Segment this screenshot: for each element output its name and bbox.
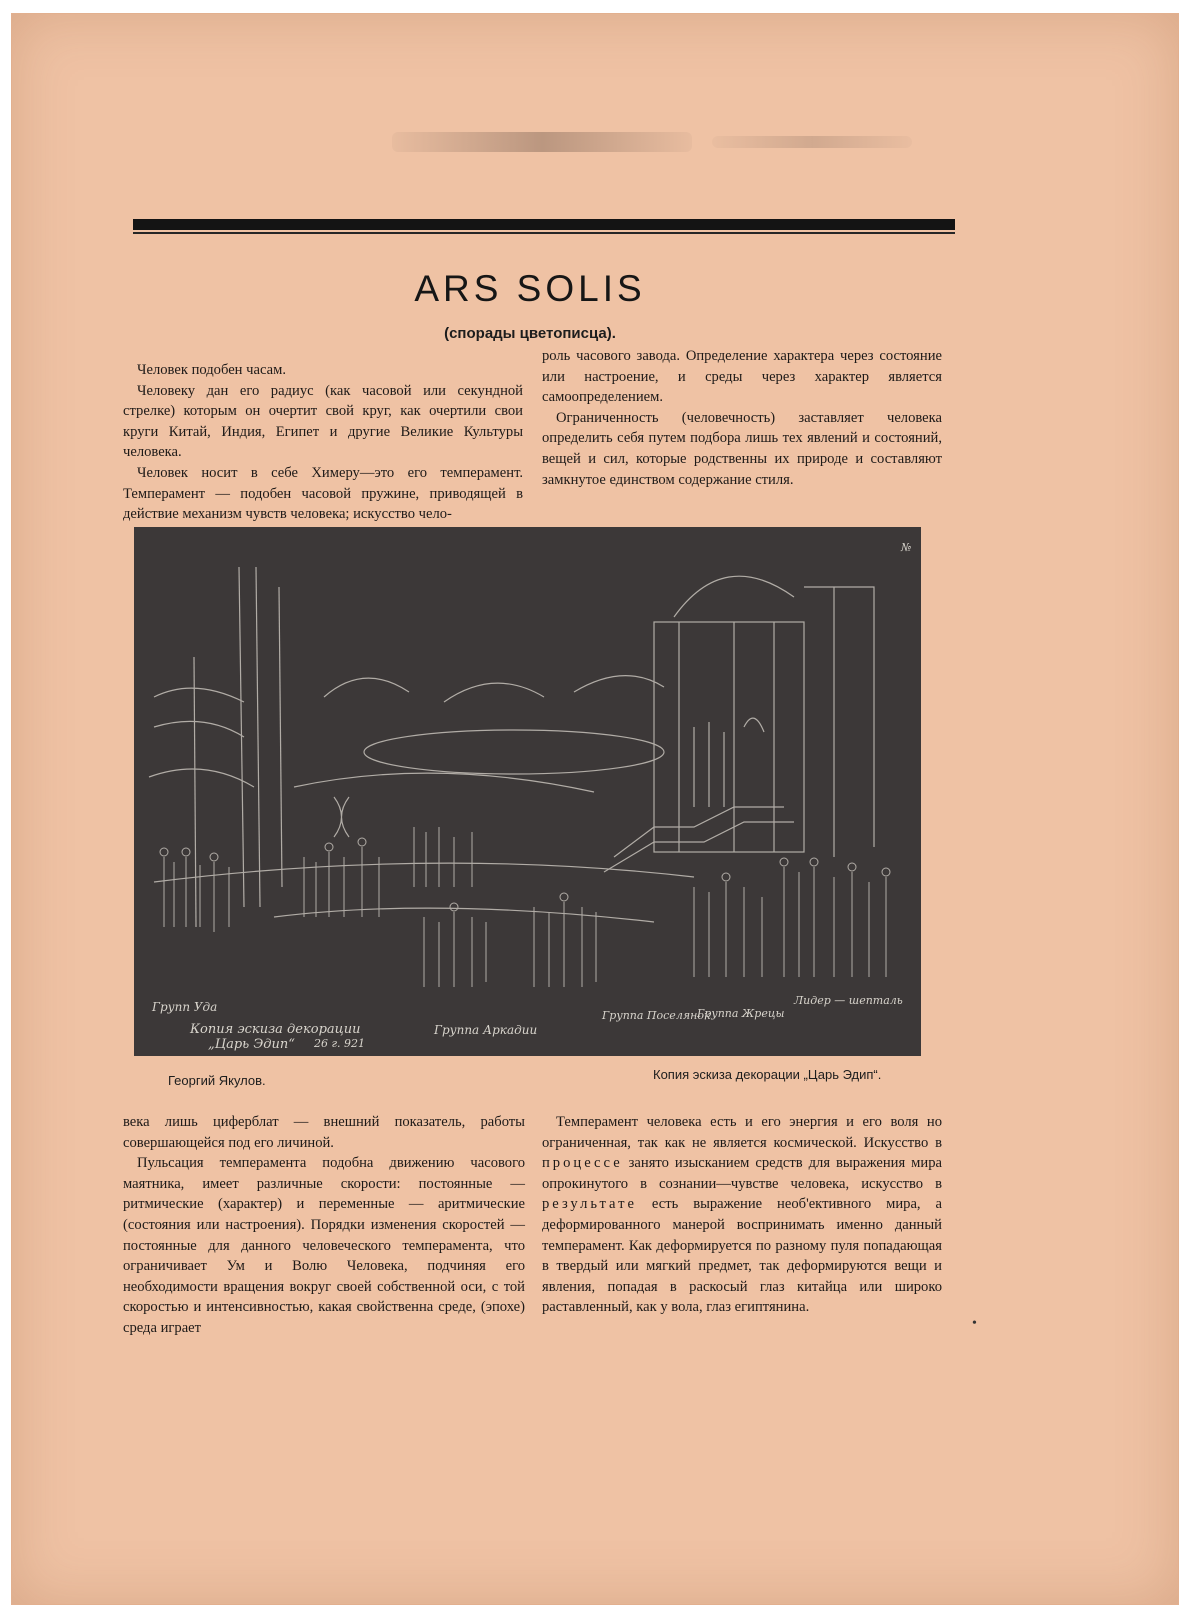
text-run: есть выражение необ'ективного мира, а деформированного манерой воспринимать именно данный темперамент. Как деформируется по разному пуля попадающая в твердый или мягкий предмет, так деформируются вещи и явления, попадая в раскосый глаз китайца или широко раставленный, как у вола, глаз египтянина. [542,1196,942,1316]
paragraph: роль часового завода. Определение характера через состояние или настроение, и среды через характер является самоопределением. [542,348,942,406]
margin-mark: • [972,1316,977,1331]
header-rule [133,219,955,230]
sketch-label: „Царь Эдип“ [208,1037,295,1052]
paragraph: Пульсация темперамента подобна движению часового маятника, имеет различные скорости: постоянные — ритмические (характер) и переменные — аритмические (состояния или настроения). Порядки изменения скоростей — постоянные для данного человеческого темперамента, что ограничивает Ум и Волю Человека, подчиняя его необходимости вращения вокруг своей собственной оси, с той скоростью и интенсивностью, какая свойственна среде, (эпохе) среда играет [123,1155,525,1336]
sketch-label: Групп Уда [152,1000,218,1014]
sketch-label: № [901,541,912,554]
paragraph: Ограниченность (человечность) заставляет человека определить себя путем подбора лишь тех явлений и состояний, вещей и сил, которые родственны их природе и составляют замкнутое единством содержание стиля. [542,409,942,488]
sketch-label: Группа Аркадии [434,1023,538,1037]
paragraph: Человек носит в себе Химеру—это его темперамент. Темперамент — подобен часовой пружине, приводящей в действие механизм чувств человека; искусство чело- [123,464,523,523]
sketch-label: Группа Жрецы [697,1007,785,1020]
paragraph: Человеку дан его радиус (как часовой или секундной стрелке) которым он очертит свой круг, как очертили свои круги Китай, Индия, Египет и другие Великие Культуры человека. [123,382,523,461]
faded-stamp-secondary [712,136,912,148]
text-run: Темперамент человека есть и его энергия и его воля но ограниченная, так как не является космической. Искусство в [542,1114,942,1151]
paragraph: Человек подобен часам. [137,362,286,378]
paragraph: века лишь циферблат — внешний показатель, работы совершающейся под его личиной. [123,1114,525,1151]
sketch-label: Лидер — шепталь [794,994,903,1007]
stage-design-illustration [134,527,921,1056]
article-title: ARS SOLIS [414,268,646,309]
text-column-top-left [123,360,523,525]
figure-caption-author: Георгий Якулов. [168,1073,266,1088]
text-run: занято изысканием средств для выражения мира опрокинутого в сознании—чувстве человека, искусство в [542,1155,942,1192]
sketch-date: 26 г. 921 [314,1037,366,1050]
spaced-word: результате [542,1196,637,1213]
paragraph [542,1112,942,1318]
faded-stamp [392,132,692,152]
sketch-drawing [134,527,921,1056]
sketch-label: Копия эскиза декорации [190,1022,361,1037]
text-column-top-right [542,346,942,490]
figure-caption-title: Копия эскиза декорации „Царь Эдип“. [653,1067,882,1082]
sketch-label: Группа Поселянок [602,1009,711,1022]
spaced-word: процессе [542,1155,623,1172]
text-column-bottom-left [123,1112,525,1339]
header-rule-thin [133,232,955,234]
text-column-bottom-right [542,1112,942,1318]
article-subtitle: (спорады цветописца). [444,325,616,342]
